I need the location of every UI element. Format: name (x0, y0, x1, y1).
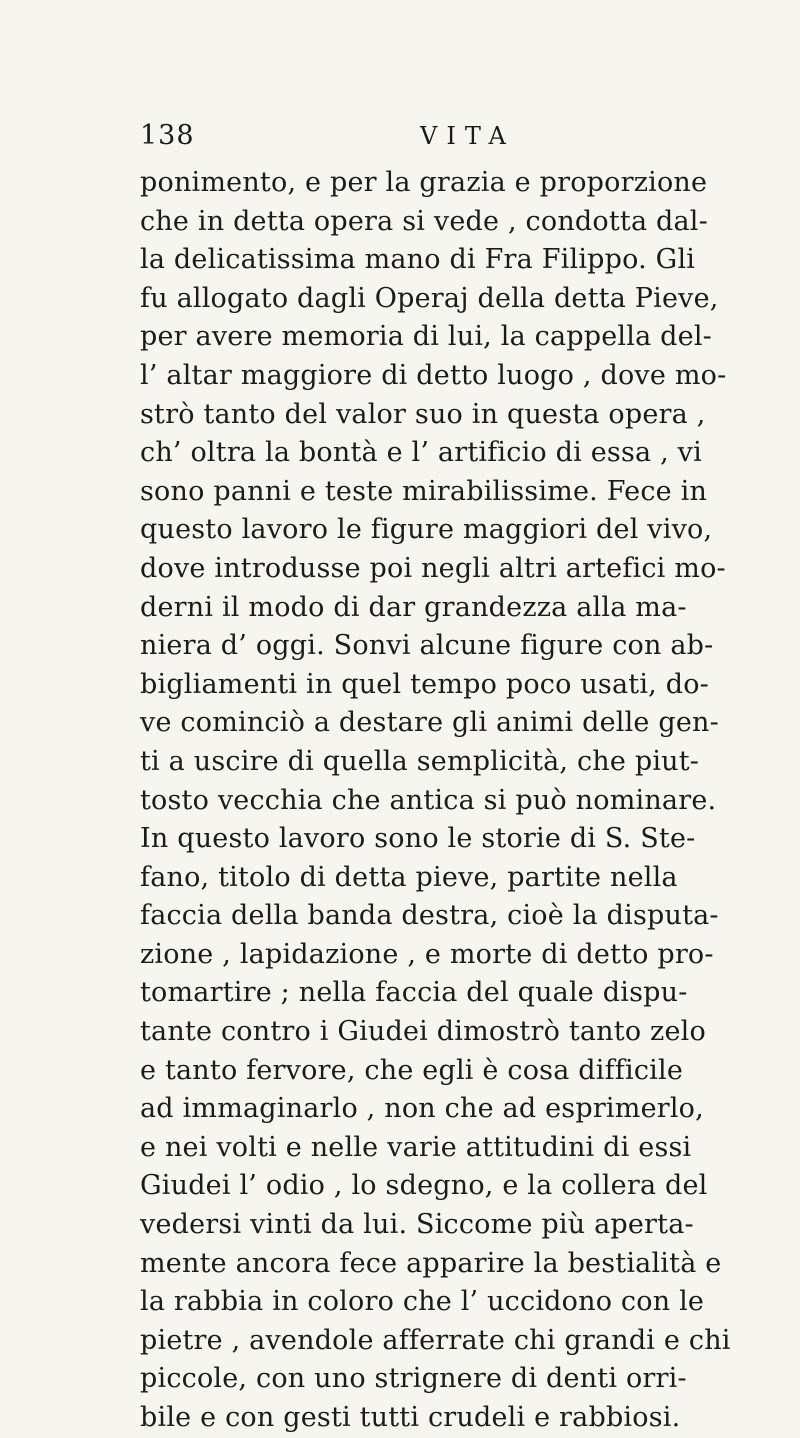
text-line: bile e con gesti tutti crudeli e rabbiosi. (140, 1402, 681, 1433)
text-line: ponimento, e per la grazia e proporzione (140, 167, 708, 198)
text-line: dove introdusse poi negli altri artefici mo- (140, 552, 726, 584)
text-line: Giudei l’ odio , lo sdegno, e la collera del (140, 1170, 708, 1202)
text-line: niera d’ oggi. Sonvi alcune figure con ab- (140, 630, 714, 662)
text-line: strò tanto del valor suo in questa opera , (140, 398, 706, 430)
text-line: e nei volti e nelle varie attitudini di essi (140, 1131, 692, 1163)
text-line: mente ancora fece apparire la bestialità e (140, 1247, 722, 1279)
text-line: l’ altar maggiore di detto luogo , dove mo- (140, 359, 727, 391)
text-line: piccole, con uno strignere di denti orri- (140, 1363, 687, 1395)
text-line: fano, titolo di detta pieve, partite nella (140, 861, 678, 893)
text-line: In questo lavoro sono le storie di S. Ste- (140, 823, 696, 855)
text-line: tomartire ; nella faccia del quale dispu- (140, 977, 688, 1009)
text-line: ch’ oltra la bontà e l’ artificio di essa , vi (140, 437, 702, 469)
text-line: la delicatissima mano di Fra Filippo. Gli (140, 244, 696, 276)
text-line: fu allogato dagli Operaj della detta Pieve, (140, 282, 719, 314)
text-line: ad immaginarlo , non che ad esprimerlo, (140, 1093, 704, 1125)
text-line: vedersi vinti da lui. Siccome più aperta- (140, 1209, 694, 1241)
text-line: zione , lapidazione , e morte di detto pro- (140, 938, 714, 970)
text-line: bigliamenti in quel tempo poco usati, do- (140, 668, 709, 700)
text-line: ve cominciò a destare gli animi delle gen- (140, 707, 719, 739)
running-head: VITA (420, 122, 515, 150)
text-line: pietre , avendole afferrate chi grandi e chi (140, 1324, 731, 1356)
text-line: questo lavoro le figure maggiori del vivo, (140, 514, 713, 546)
text-line: tante contro i Giudei dimostrò tanto zelo (140, 1016, 706, 1048)
text-line: derni il modo di dar grandezza alla ma- (140, 591, 687, 623)
text-line: la rabbia in coloro che l’ uccidono con le (140, 1286, 705, 1318)
page-number: 138 (140, 120, 195, 151)
text-line: che in detta opera si vede , condotta dal- (140, 205, 708, 237)
text-line: e tanto fervore, che egli è cosa difficile (140, 1054, 683, 1086)
body-text (140, 164, 731, 1438)
text-line: ti a uscire di quella semplicità, che piut- (140, 745, 700, 777)
text-line: sono panni e teste mirabilissime. Fece in (140, 475, 708, 507)
text-line: tosto vecchia che antica si può nominare. (140, 784, 717, 816)
text-line: faccia della banda destra, cioè la disputa- (140, 900, 719, 932)
text-line: per avere memoria di lui, la cappella del- (140, 321, 712, 353)
page-header (140, 120, 660, 160)
